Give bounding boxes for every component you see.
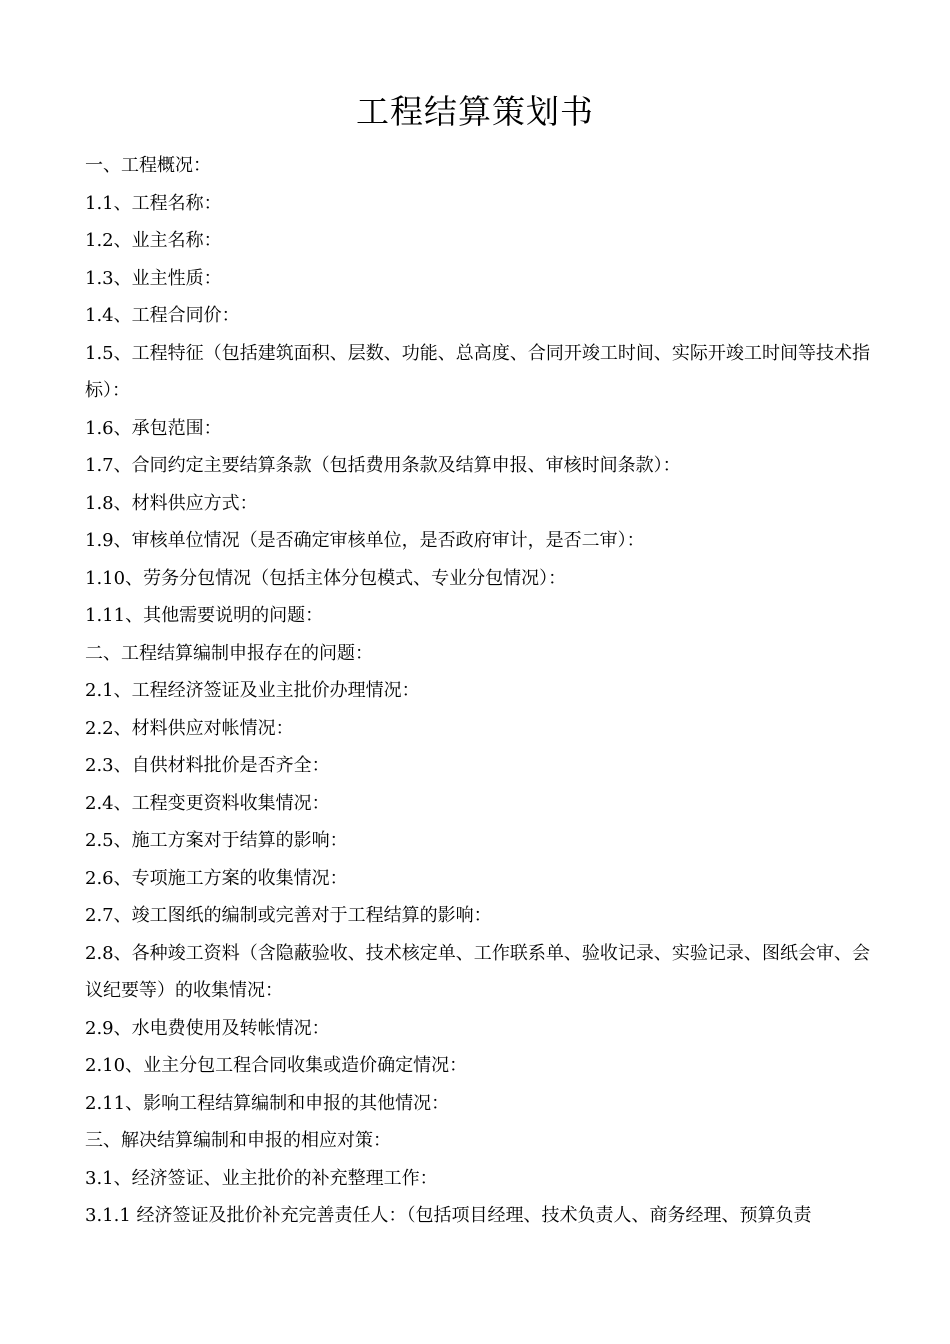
section-heading: 二、工程结算编制申报存在的问题： xyxy=(85,642,373,664)
paragraph-line: 2.9、水电费使用及转帐情况： xyxy=(85,1017,330,1039)
paragraph-line: 1.5、工程特征（包括建筑面积、层数、功能、总高度、合同开竣工时间、实际开竣工时间等技术指标）： xyxy=(85,342,870,401)
paragraph-line: 1.10、劳务分包情况（包括主体分包模式、专业分包情况）： xyxy=(85,567,567,589)
paragraph-line: 2.10、业主分包工程合同收集或造价确定情况： xyxy=(85,1055,468,1076)
paragraph-line: 2.8、各种竣工资料（含隐蔽验收、技术核定单、工作联系单、验收记录、实验记录、图纸会审、会议纪要等）的收集情况： xyxy=(85,942,870,1001)
section-heading: 三、解决结算编制和申报的相应对策： xyxy=(85,1130,391,1151)
paragraph-line: 1.6、承包范围： xyxy=(85,417,222,439)
document-body xyxy=(85,147,870,1235)
paragraph-line: 1.7、合同约定主要结算条款（包括费用条款及结算申报、审核时间条款）： xyxy=(85,455,681,476)
paragraph-line: 3.1、经济签证、业主批价的补充整理工作： xyxy=(85,1167,438,1189)
paragraph-line: 2.1、工程经济签证及业主批价办理情况： xyxy=(85,680,420,701)
paragraph-line: 2.4、工程变更资料收集情况： xyxy=(85,792,330,814)
paragraph-line: 1.11、其他需要说明的问题： xyxy=(85,605,324,626)
section-heading: 一、工程概况： xyxy=(85,155,211,176)
paragraph-line: 1.4、工程合同价： xyxy=(85,305,240,326)
paragraph-line: 2.6、专项施工方案的收集情况： xyxy=(85,867,348,889)
paragraph-line: 2.5、施工方案对于结算的影响： xyxy=(85,830,348,851)
paragraph-line: 2.3、自供材料批价是否齐全： xyxy=(85,755,330,776)
paragraph-line: 2.2、材料供应对帐情况： xyxy=(85,717,294,739)
paragraph-line: 1.9、审核单位情况（是否确定审核单位，是否政府审计，是否二审）： xyxy=(85,530,645,551)
paragraph-line: 3.1.1 经济签证及批价补充完善责任人：（包括项目经理、技术负责人、商务经理、预算负责 xyxy=(85,1205,812,1226)
paragraph-line: 2.11、影响工程结算编制和申报的其他情况： xyxy=(85,1092,450,1114)
document-title: 工程结算策划书 xyxy=(356,92,594,131)
paragraph-line: 1.1、工程名称： xyxy=(85,192,222,214)
paragraph-line: 1.3、业主性质： xyxy=(85,267,222,289)
paragraph-line: 1.2、业主名称： xyxy=(85,230,222,251)
paragraph-line: 1.8、材料供应方式： xyxy=(85,492,258,514)
paragraph-line: 2.7、竣工图纸的编制或完善对于工程结算的影响： xyxy=(85,905,492,926)
